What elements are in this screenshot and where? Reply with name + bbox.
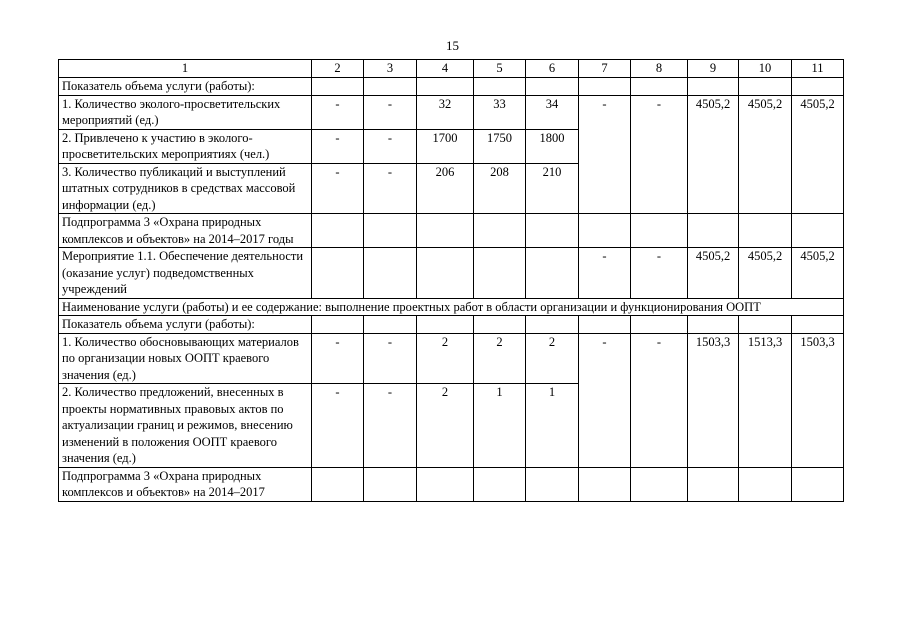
- value-cell: 1800: [526, 129, 579, 163]
- table-row: [59, 214, 844, 248]
- header-cell: 8: [631, 60, 688, 78]
- value-cell: 4505,2: [688, 95, 739, 214]
- value-cell: -: [312, 333, 364, 384]
- value-cell: -: [364, 129, 417, 163]
- value-cell: -: [312, 129, 364, 163]
- header-row: [59, 60, 844, 78]
- row-label: Показатель объема услуги (работы):: [59, 78, 312, 96]
- table-row: [59, 316, 844, 334]
- header-cell: 2: [312, 60, 364, 78]
- value-cell: 32: [417, 95, 474, 129]
- value-cell: 4505,2: [792, 248, 844, 299]
- row-label: 3. Количество публикаций и выступлений штатных сотрудников в средствах массовой информации (ед.): [59, 163, 312, 214]
- header-cell: 9: [688, 60, 739, 78]
- value-cell: -: [631, 95, 688, 214]
- value-cell: -: [364, 163, 417, 214]
- service-name-row: Наименование услуги (работы) и ее содержание: выполнение проектных работ в области организации и функционирования ООПТ: [59, 298, 844, 316]
- value-cell: 1750: [474, 129, 526, 163]
- value-cell: 4505,2: [792, 95, 844, 214]
- table-row: [59, 78, 844, 96]
- table-row: [59, 248, 844, 299]
- table-row: [59, 467, 844, 501]
- value-cell: 1503,3: [688, 333, 739, 467]
- value-cell: 1: [474, 384, 526, 468]
- value-cell: -: [312, 384, 364, 468]
- value-cell: 1: [526, 384, 579, 468]
- report-table: [58, 59, 844, 502]
- row-label: Подпрограмма 3 «Охрана природных комплексов и объектов» на 2014–2017: [59, 467, 312, 501]
- header-cell: 5: [474, 60, 526, 78]
- value-cell: 1503,3: [792, 333, 844, 467]
- value-cell: -: [631, 248, 688, 299]
- value-cell: -: [579, 95, 631, 214]
- value-cell: 2: [417, 384, 474, 468]
- header-cell: 11: [792, 60, 844, 78]
- row-label: Мероприятие 1.1. Обеспечение деятельности (оказание услуг) подведомственных учреждений: [59, 248, 312, 299]
- value-cell: 210: [526, 163, 579, 214]
- value-cell: 2: [474, 333, 526, 384]
- value-cell: 4505,2: [739, 95, 792, 214]
- row-label: 2. Привлечено к участию в эколого-просветительских мероприятиях (чел.): [59, 129, 312, 163]
- value-cell: -: [312, 95, 364, 129]
- value-cell: 1700: [417, 129, 474, 163]
- header-cell: 7: [579, 60, 631, 78]
- row-label: 2. Количество предложений, внесенных в проекты нормативных правовых актов по актуализации границ и режимов, внесению изменений в положения ООПТ краевого значения (ед.): [59, 384, 312, 468]
- page-number: 15: [446, 38, 459, 53]
- header-cell: 3: [364, 60, 417, 78]
- value-cell: -: [579, 333, 631, 467]
- value-cell: -: [579, 248, 631, 299]
- value-cell: 4505,2: [688, 248, 739, 299]
- value-cell: -: [364, 333, 417, 384]
- value-cell: 206: [417, 163, 474, 214]
- row-label: Показатель объема услуги (работы):: [59, 316, 312, 334]
- table-row: [59, 298, 844, 316]
- value-cell: 34: [526, 95, 579, 129]
- value-cell: 2: [526, 333, 579, 384]
- row-label: 1. Количество обосновывающих материалов по организации новых ООПТ краевого значения (ед.): [59, 333, 312, 384]
- table-row: [59, 95, 844, 129]
- table-row: [59, 333, 844, 384]
- value-cell: 2: [417, 333, 474, 384]
- value-cell: -: [312, 163, 364, 214]
- row-label: Подпрограмма 3 «Охрана природных комплексов и объектов» на 2014–2017 годы: [59, 214, 312, 248]
- value-cell: 1513,3: [739, 333, 792, 467]
- header-cell: 1: [59, 60, 312, 78]
- value-cell: 33: [474, 95, 526, 129]
- value-cell: -: [364, 95, 417, 129]
- value-cell: -: [631, 333, 688, 467]
- value-cell: 208: [474, 163, 526, 214]
- value-cell: 4505,2: [739, 248, 792, 299]
- header-cell: 10: [739, 60, 792, 78]
- header-cell: 4: [417, 60, 474, 78]
- header-cell: 6: [526, 60, 579, 78]
- value-cell: -: [364, 384, 417, 468]
- row-label: 1. Количество эколого-просветительских мероприятий (ед.): [59, 95, 312, 129]
